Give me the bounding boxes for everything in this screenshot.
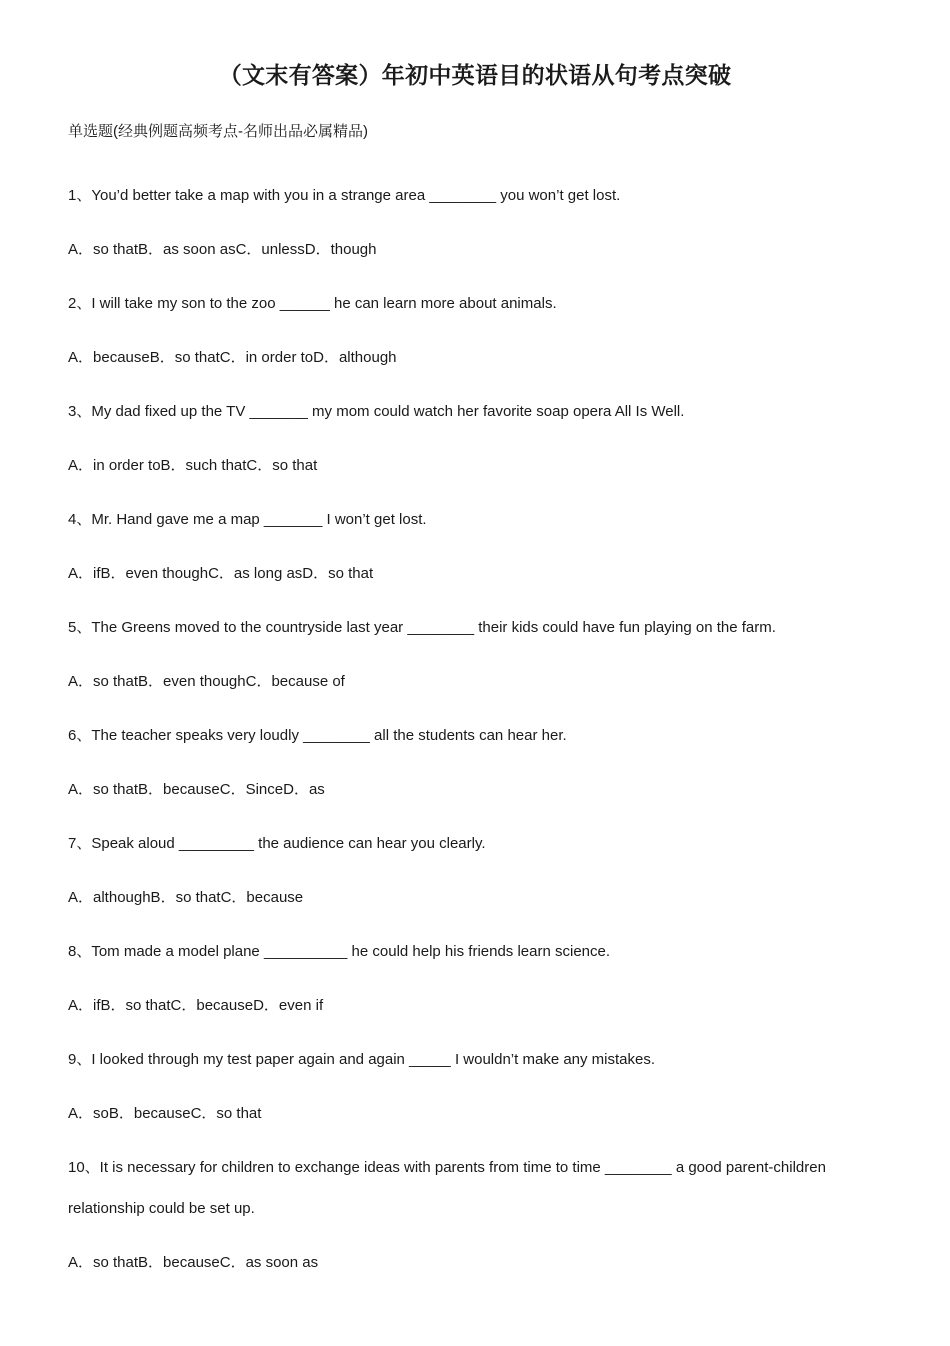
question-item <box>68 499 868 594</box>
question-options: A．so thatB．becauseC．as soon as <box>68 1254 319 1271</box>
question-stem: 2、I will take my son to the zoo ______ he can learn more about animals. <box>68 295 557 312</box>
question-stem: 4、Mr. Hand gave me a map _______ I won’t get lost. <box>68 511 427 528</box>
question-options: A．ifB．so thatC．becauseD．even if <box>68 997 324 1014</box>
question-stem: 7、Speak aloud _________ the audience can hear you clearly. <box>68 835 486 852</box>
question-item <box>68 175 868 270</box>
question-options: A．becauseB．so thatC．in order toD．although <box>68 349 397 366</box>
question-item <box>68 283 868 378</box>
question-list <box>68 175 868 1296</box>
question-stem: 9、I looked through my test paper again and again _____ I wouldn’t make any mistakes. <box>68 1051 656 1068</box>
question-options: A．in order toB．such thatC．so that <box>68 457 318 474</box>
question-item <box>68 391 868 486</box>
question-options: A．so thatB．even thoughC．because of <box>68 673 345 690</box>
question-stem: 1、You’d better take a map with you in a strange area ________ you won’t get lost. <box>68 187 621 204</box>
section-heading: 单选题(经典例题高频考点-名师出品必属精品) <box>68 123 368 140</box>
page-title: （文末有答案）年初中英语目的状语从句考点突破 <box>218 62 732 88</box>
question-options: A．althoughB．so thatC．because <box>68 889 304 906</box>
question-stem: 3、My dad fixed up the TV _______ my mom could watch her favorite soap opera All Is Well. <box>68 403 685 420</box>
question-item <box>68 715 868 810</box>
question-item <box>68 1147 868 1283</box>
question-stem: 10、It is necessary for children to exchange ideas with parents from time to time ________ a good parent-children relationship could be set up. <box>68 1159 826 1217</box>
question-item <box>68 1039 868 1134</box>
question-item <box>68 931 868 1026</box>
question-options: A．so thatB．becauseC．SinceD．as <box>68 781 325 798</box>
question-options: A．so thatB．as soon asC．unlessD．though <box>68 241 377 258</box>
question-stem: 8、Tom made a model plane __________ he could help his friends learn science. <box>68 943 611 960</box>
question-stem: 6、The teacher speaks very loudly ________ all the students can hear her. <box>68 727 567 744</box>
question-options: A．ifB．even thoughC．as long asD．so that <box>68 565 374 582</box>
question-item <box>68 823 868 918</box>
question-stem: 5、The Greens moved to the countryside last year ________ their kids could have fun playing on the farm. <box>68 619 776 636</box>
question-options: A．soB．becauseC．so that <box>68 1105 262 1122</box>
question-item <box>68 607 868 702</box>
